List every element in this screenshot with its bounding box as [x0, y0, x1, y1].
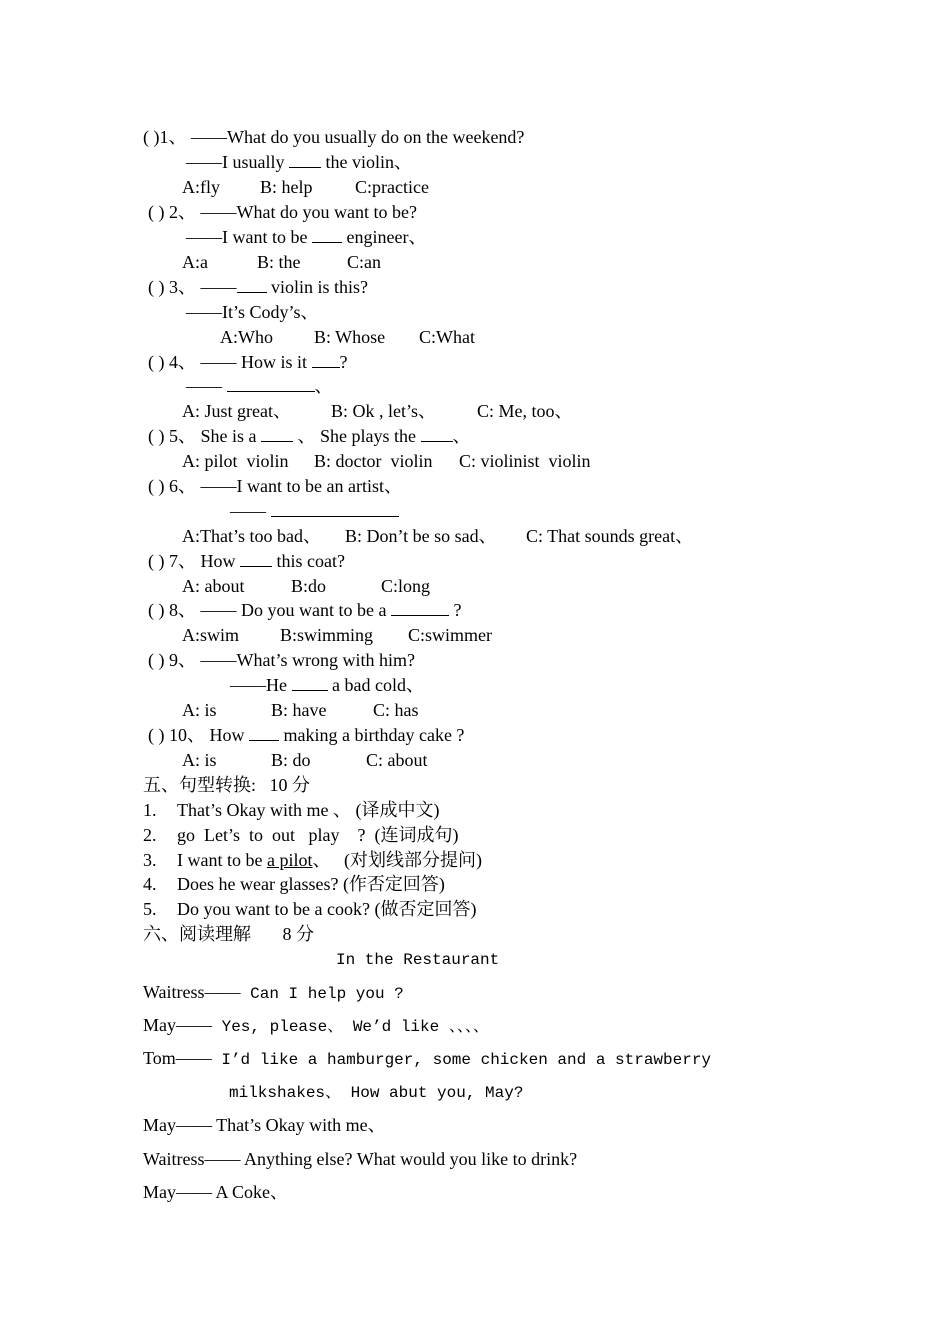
reading-heading: In the Restaurant: [336, 951, 500, 969]
speaker: Tom——: [143, 1048, 212, 1068]
answer-blank: [292, 674, 328, 691]
dialogue-line: May—— A Coke、: [143, 1182, 289, 1202]
option-c: C: violinist violin: [459, 451, 591, 471]
transform-item-4-text: Does he wear glasses? (作否定回答): [177, 874, 445, 894]
question-8: ( ) 8、 —— Do you want to be a ?: [148, 600, 462, 620]
answer-blank: [289, 151, 321, 168]
transform-item-1-text: That’s Okay with me 、 (译成中文): [177, 800, 440, 820]
question-9: ( ) 9、 ——What’s wrong with him?: [148, 650, 415, 670]
answer-blank: [237, 276, 267, 293]
dialogue-line: Waitress—— Can I help you ?: [143, 982, 404, 1003]
option-c: C:long: [381, 576, 431, 596]
answer-blank: [312, 226, 342, 243]
transform-item-3-text: I want to be a pilot、 (对划线部分提问): [177, 850, 482, 870]
option-b: B: Ok , let’s、: [331, 401, 437, 421]
answer-line: ——I want to be engineer、: [186, 227, 427, 247]
transform-item-3: 3.: [143, 850, 157, 870]
option-c: C: That sounds great、: [526, 526, 694, 546]
dialogue-line: Waitress—— Anything else? What would you like to drink?: [143, 1149, 578, 1169]
speaker: May——: [143, 1015, 212, 1035]
answer-blank: [249, 724, 279, 741]
question-1: [143, 126, 524, 148]
speaker: May——: [143, 1115, 212, 1135]
transform-item-4: 4.: [143, 874, 157, 894]
dialogue-line: May—— That’s Okay with me、: [143, 1115, 386, 1135]
option-b: B: have: [271, 700, 327, 720]
dialogue-line-continued: milkshakes、 How abut you, May?: [229, 1084, 524, 1102]
option-b: B: Whose: [314, 327, 386, 347]
answer-blank: [312, 351, 340, 368]
option-a: A: pilot violin: [182, 451, 289, 471]
answer-line: ——: [230, 500, 399, 522]
underlined-phrase: a pilot: [266, 850, 313, 870]
question-4: ( ) 4、 —— How is it ?: [148, 352, 348, 372]
option-a: A: Just great、: [182, 401, 291, 421]
option-c: C:practice: [355, 177, 429, 197]
transform-item-5-text: Do you want to be a cook? (做否定回答): [177, 899, 477, 919]
option-a: A:fly: [182, 177, 220, 197]
question-10: ( ) 10、 How making a birthday cake ?: [148, 725, 465, 745]
option-c: C: Me, too、: [477, 401, 573, 421]
speaker: Waitress——: [143, 1149, 241, 1169]
option-c: C:What: [419, 327, 475, 347]
answer-blank: [391, 599, 449, 616]
option-b: B: do: [271, 750, 311, 770]
option-b: B: help: [260, 177, 313, 197]
answer-line: —— 、: [186, 376, 333, 396]
option-c: C:swimmer: [408, 625, 492, 645]
option-a: A:swim: [182, 625, 240, 645]
question-6: ( ) 6、 ——I want to be an artist、: [148, 476, 402, 496]
section-6-title: 六、阅读理解 8 分: [143, 924, 314, 944]
answer-line: ——I usually the violin、: [186, 152, 412, 172]
question-text: ——What do you usually do on the weekend?: [191, 127, 525, 147]
option-a: A:Who: [220, 327, 273, 347]
option-c: C: has: [373, 700, 419, 720]
section-5-title: 五、句型转换: 10 分: [143, 775, 311, 795]
question-5: ( ) 5、 She is a 、 She plays the 、: [148, 426, 471, 446]
question-number: ( )1、: [143, 127, 187, 147]
speaker: May——: [143, 1182, 212, 1202]
option-b: B:swimming: [280, 625, 374, 645]
option-a: A: is: [182, 750, 217, 770]
answer-line: ——He a bad cold、: [230, 675, 424, 695]
transform-item-5: 5.: [143, 899, 157, 919]
option-b: B: Don’t be so sad、: [345, 526, 497, 546]
answer-blank: [261, 425, 293, 442]
transform-item-2-text: go Let’s to out play ? (连词成句): [177, 825, 459, 845]
option-a: A: about: [182, 576, 245, 596]
dialogue-line: May—— Yes, please、 We’d like 、、、、: [143, 1015, 489, 1036]
dialogue-line: Tom—— I’d like a hamburger, some chicken and a strawberry: [143, 1048, 712, 1069]
option-b: B: the: [257, 252, 301, 272]
answer-blank: [421, 425, 453, 442]
answer-blank: [240, 550, 272, 567]
answer-line: ——It’s Cody’s、: [186, 302, 319, 322]
option-a: A:a: [182, 252, 208, 272]
option-a: A:That’s too bad、: [182, 526, 321, 546]
question-2: ( ) 2、 ——What do you want to be?: [148, 202, 417, 222]
question-7: ( ) 7、 How this coat?: [148, 551, 345, 571]
option-a: A: is: [182, 700, 217, 720]
option-b: B: doctor violin: [314, 451, 433, 471]
question-3: ( ) 3、 —— violin is this?: [148, 277, 369, 297]
transform-item-1: 1.: [143, 800, 157, 820]
answer-blank: [271, 500, 399, 517]
speaker: Waitress——: [143, 982, 241, 1002]
option-b: B:do: [291, 576, 327, 596]
transform-item-2: 2.: [143, 825, 157, 845]
option-c: C:an: [347, 252, 381, 272]
option-c: C: about: [366, 750, 428, 770]
answer-blank: [227, 375, 315, 392]
